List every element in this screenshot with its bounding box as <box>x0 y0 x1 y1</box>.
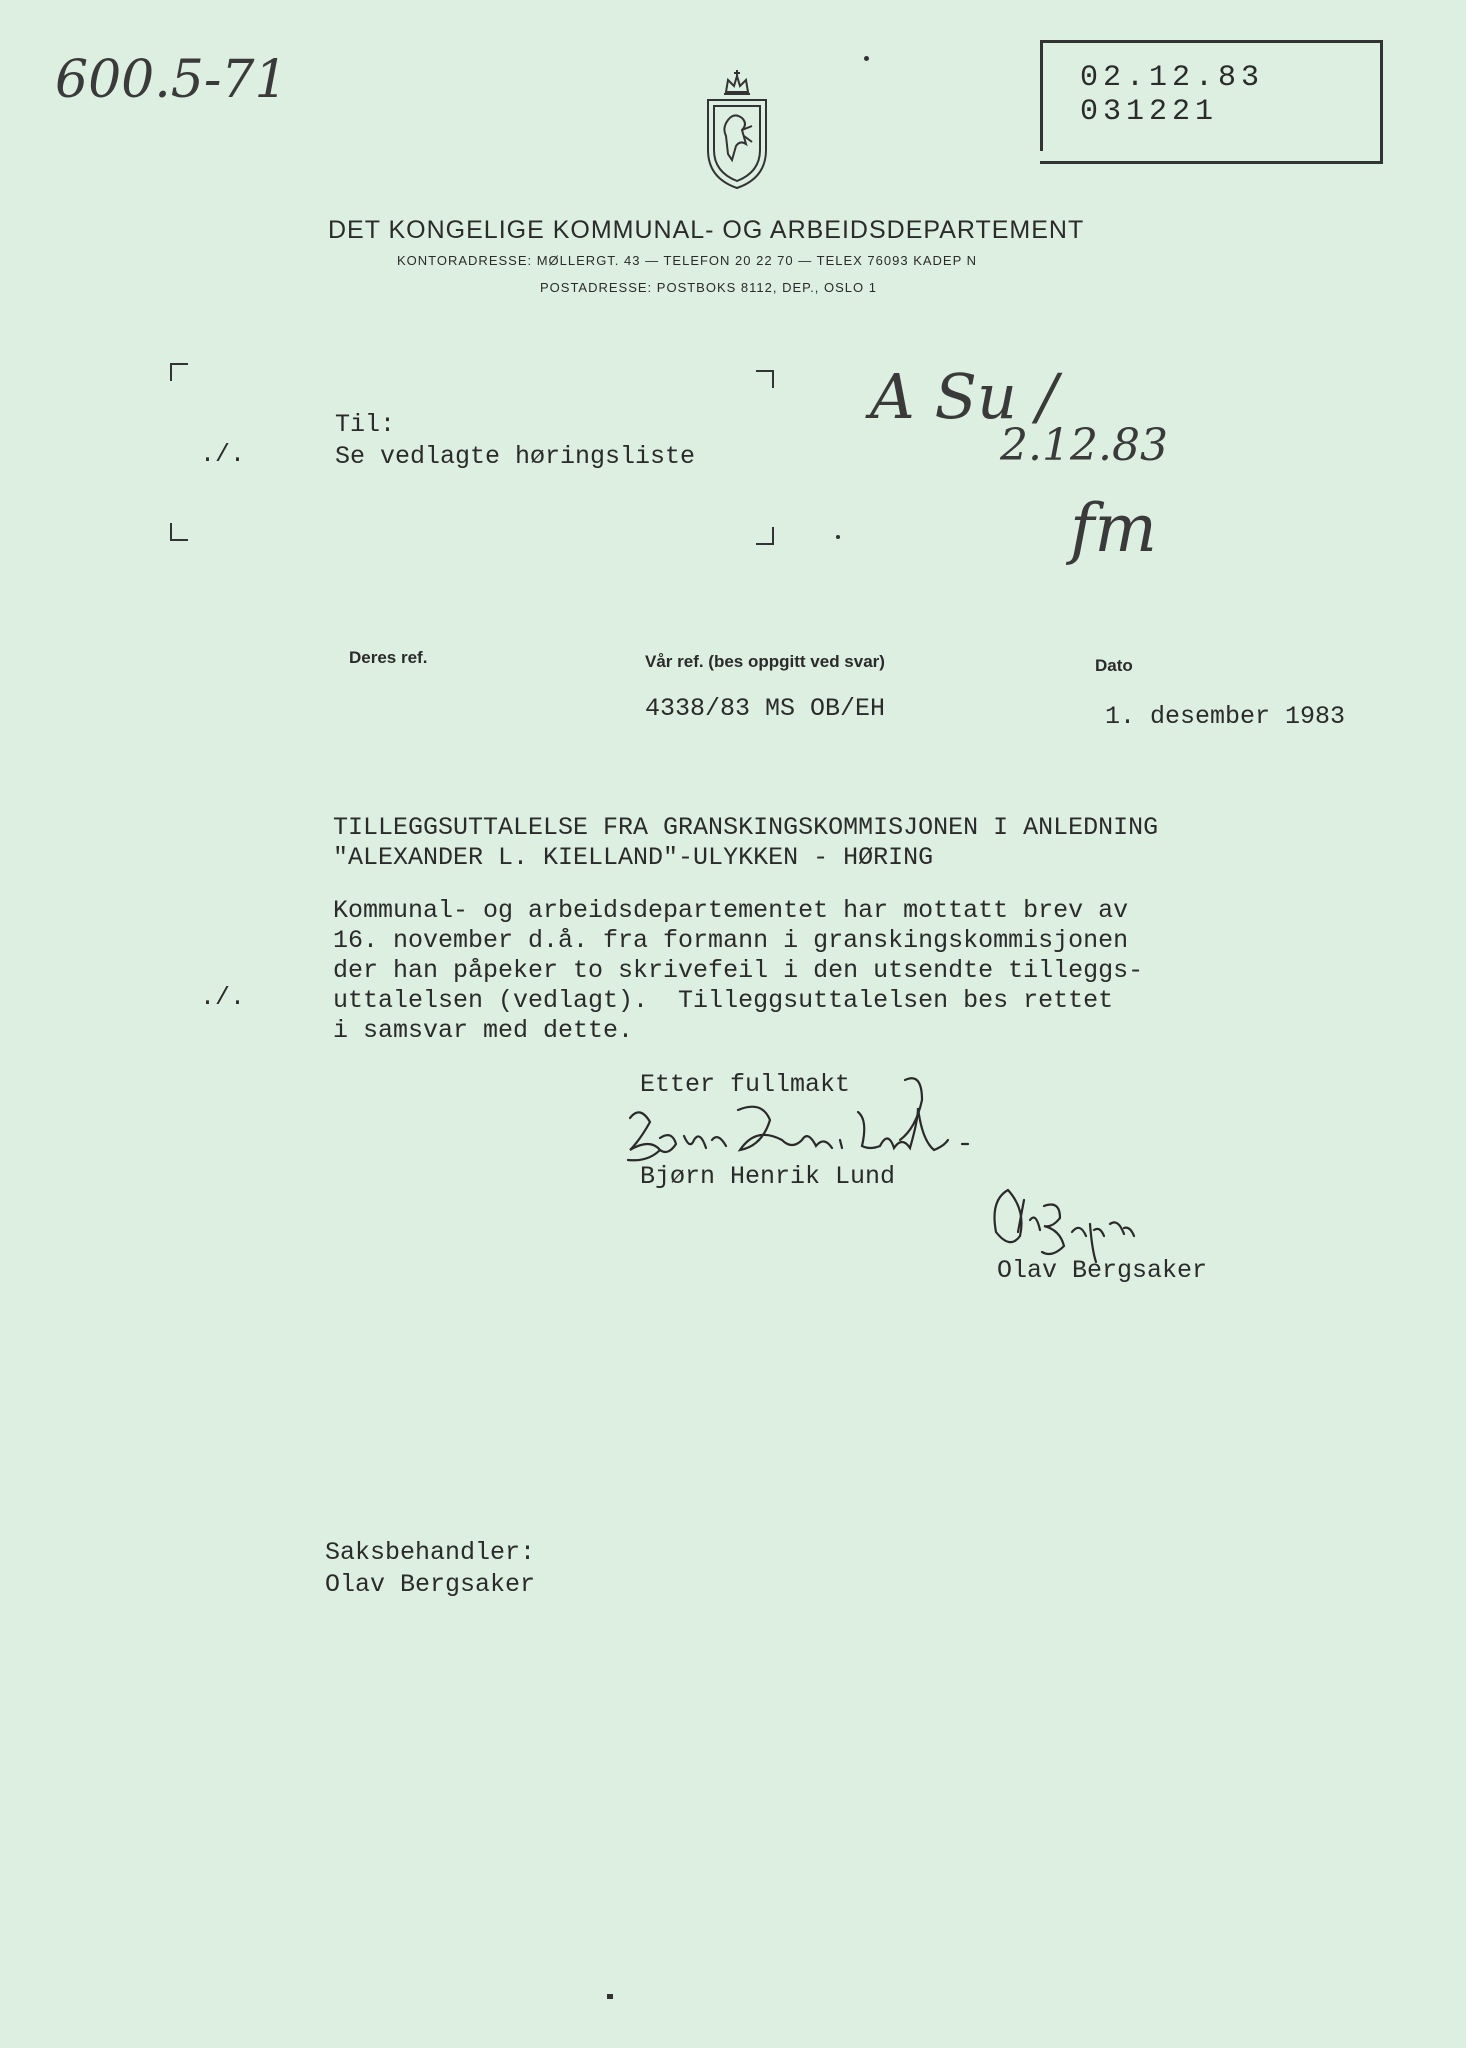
recipient-value: Se vedlagte høringsliste <box>335 442 696 471</box>
case-handler-name: Olav Bergsaker <box>325 1570 536 1599</box>
enclosure-mark: ./. <box>200 440 246 469</box>
date-label: Dato <box>1095 656 1133 675</box>
department-name: DET KONGELIGE KOMMUNAL- OG ARBEIDSDEPARTEMENT <box>328 216 1085 244</box>
window-corner-mark <box>170 523 188 541</box>
signoff-text: Etter fullmakt <box>640 1070 851 1099</box>
stamp-text: 02.12.83 031221 <box>1080 61 1265 129</box>
our-ref-label: Vår ref. (bes oppgitt ved svar) <box>645 652 885 671</box>
ink-dot <box>864 56 869 61</box>
case-handler-label: Saksbehandler: <box>325 1538 536 1567</box>
office-address: KONTORADRESSE: MØLLERGT. 43 — TELEFON 20 22 70 — TELEX 76093 KADEP N <box>397 253 978 268</box>
letter-body: Kommunal- og arbeidsdepartementet har mottatt brev av 16. november d.å. fra formann i granskingskommisjonen der han påpeker to skrivefeil i den utsendte tilleggs- uttalelsen (vedlagt). Tilleggsuttalelsen bes rettet i samsvar med dette. <box>333 896 1144 1045</box>
window-corner-mark <box>170 363 188 381</box>
coat-of-arms-icon <box>698 70 776 190</box>
enclosure-mark: ./. <box>200 983 246 1012</box>
window-corner-mark <box>756 527 774 545</box>
subject-heading: TILLEGGSUTTALELSE FRA GRANSKINGSKOMMISJONEN I ANLEDNING "ALEXANDER L. KIELLAND"-ULYKKEN - HØRING <box>333 813 1159 872</box>
handwritten-paraf: fm <box>1070 490 1158 567</box>
signer-name: Bjørn Henrik Lund <box>640 1162 896 1191</box>
handwritten-archive-number: 600.5-71 <box>55 50 288 110</box>
window-corner-mark <box>756 370 774 388</box>
signer-name: Olav Bergsaker <box>997 1256 1208 1285</box>
postal-address: POSTADRESSE: POSTBOKS 8112, DEP., OSLO 1 <box>540 280 877 295</box>
our-ref-value: 4338/83 MS OB/EH <box>645 694 886 723</box>
their-ref-label: Deres ref. <box>349 648 428 667</box>
handwritten-initials: A Su / <box>870 360 1058 433</box>
date-value: 1. desember 1983 <box>1105 702 1346 731</box>
handwritten-date: 2.12.83 <box>1000 420 1168 471</box>
punch-mark <box>607 1994 613 1999</box>
received-stamp <box>1040 40 1383 164</box>
recipient-label: Til: <box>335 410 396 439</box>
ink-dot <box>836 535 840 539</box>
